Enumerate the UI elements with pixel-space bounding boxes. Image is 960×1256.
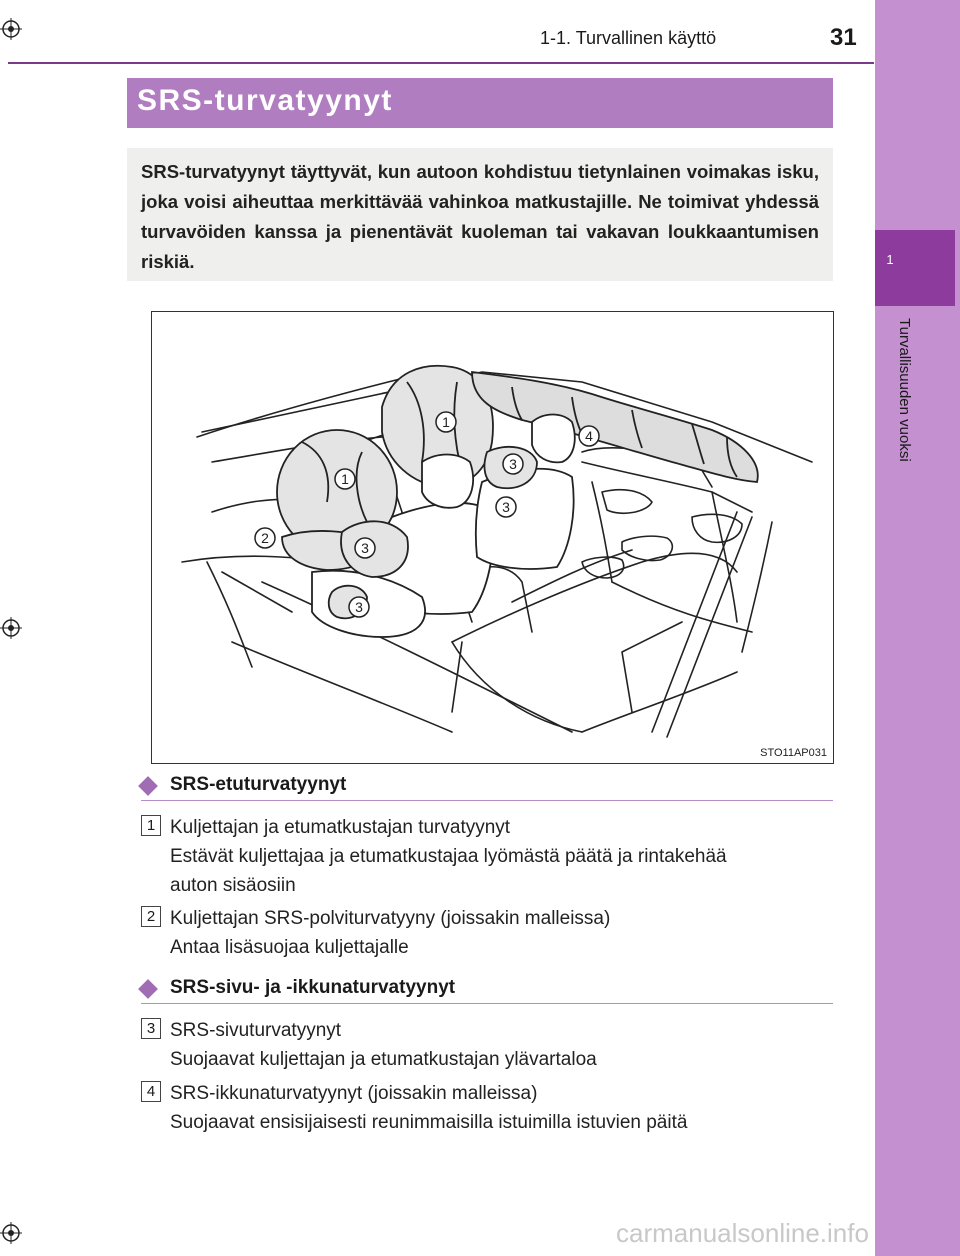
page-title-bar [127, 78, 833, 128]
section-heading-label: SRS-sivu- ja -ikkunaturvatyynyt [170, 977, 456, 998]
callout-1-driver [335, 469, 355, 489]
item-text [170, 1079, 830, 1137]
callout-label: 3 [355, 599, 363, 615]
item-number-badge: 1 [141, 815, 161, 836]
car-interior-drawing [152, 312, 835, 765]
header-section-title: 1-1. Turvallinen käyttö [540, 28, 717, 48]
item-text [170, 1016, 830, 1074]
item-text [170, 813, 830, 900]
passenger-headrest [532, 415, 575, 463]
item-text [170, 904, 830, 962]
callout-label: 3 [502, 499, 510, 515]
item-description: Antaa lisäsuojaa kuljettajalle [170, 937, 409, 958]
chapter-title-vertical [896, 318, 914, 518]
registration-mark-icon [0, 617, 22, 639]
callout-label: 4 [585, 428, 593, 444]
item-description-cont: auton sisäosiin [170, 875, 296, 896]
driver-headrest [422, 455, 473, 508]
callout-3-driver-side [355, 538, 375, 558]
callout-label: 1 [442, 414, 450, 430]
callout-label: 1 [341, 471, 349, 487]
item-number-badge: 4 [141, 1081, 161, 1102]
chapter-title: Turvallisuuden vuoksi [896, 318, 913, 462]
registration-mark-icon [0, 1222, 22, 1244]
callout-label: 3 [509, 456, 517, 472]
callout-4-curtain [579, 426, 599, 446]
page-number: 31 [830, 24, 857, 51]
intro-text: SRS-turvatyynyt täyttyvät, kun autoon kohdistuu tietynlainen voimakas isku, joka voisi aiheuttaa merkittävää vahinkoa matkustajille. Ne toimivat yhdessä turvavöiden kanssa ja pienentävät kuoleman tai vakavan loukkaantumisen riskiä. [141, 161, 819, 272]
callout-3-passenger-lower [496, 497, 516, 517]
section-heading-front-airbags [141, 773, 833, 801]
item-title: Kuljettajan SRS-polviturvatyyny (joissakin malleissa) [170, 908, 611, 929]
diamond-bullet-icon [138, 776, 158, 796]
watermark: carmanualsonline.info [616, 1218, 869, 1248]
item-title: SRS-sivuturvatyynyt [170, 1020, 342, 1041]
callout-3-passenger-side [503, 454, 523, 474]
intro-box [127, 148, 833, 281]
item-description: Suojaavat kuljettajan ja etumatkustajan ylävartaloa [170, 1049, 597, 1070]
registration-mark-icon [0, 18, 22, 40]
section-heading-side-airbags [141, 976, 833, 1004]
page-title: SRS-turvatyynyt [137, 84, 393, 117]
item-title: Kuljettajan ja etumatkustajan turvatyynyt [170, 817, 511, 838]
chapter-tab[interactable] [875, 230, 955, 306]
callout-label: 3 [361, 540, 369, 556]
callout-3-driver-lower [349, 597, 369, 617]
item-description: Estävät kuljettajaa ja etumatkustajaa lyömästä päätä ja rintakehää [170, 846, 727, 867]
item-title: SRS-ikkunaturvatyynyt (joissakin malleissa) [170, 1083, 538, 1104]
callout-1-passenger [436, 412, 456, 432]
item-description: Suojaavat ensisijaisesti reunimmaisilla istuimilla istuvien päitä [170, 1112, 688, 1133]
section-heading-label: SRS-etuturvatyynyt [170, 774, 347, 795]
item-number-badge: 3 [141, 1018, 161, 1039]
chapter-number: 1 [886, 252, 894, 267]
airbag-illustration [151, 311, 834, 764]
header-divider [8, 62, 874, 64]
item-number-badge: 2 [141, 906, 161, 927]
chapter-sidebar [875, 0, 960, 1256]
callout-2-knee [255, 528, 275, 548]
diamond-bullet-icon [138, 979, 158, 999]
callout-label: 2 [261, 530, 269, 546]
figure-code: STO11AP031 [760, 747, 827, 759]
